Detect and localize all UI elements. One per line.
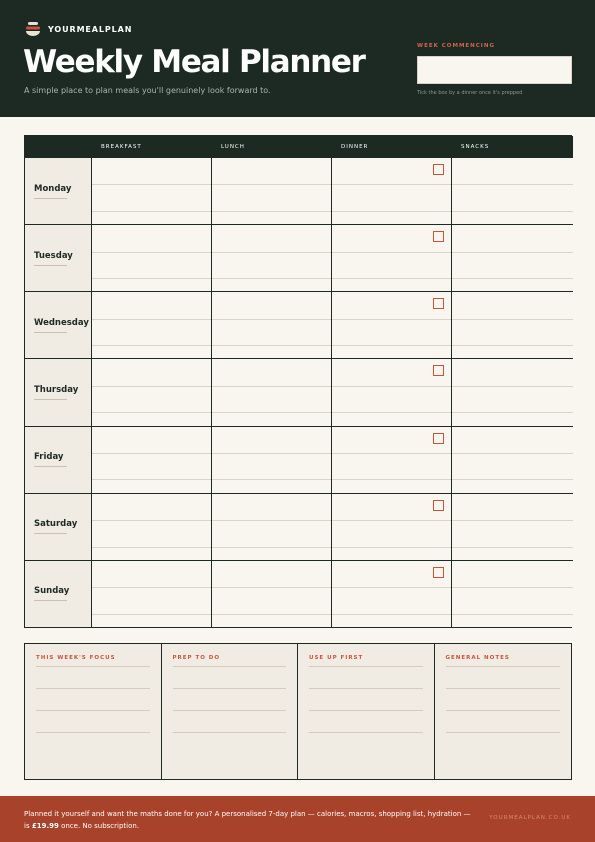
tuesday-breakfast-cell[interactable] <box>92 224 212 291</box>
monday-breakfast-cell[interactable] <box>92 157 212 224</box>
day-cell-thursday <box>25 358 92 425</box>
note-writing-line <box>36 710 150 711</box>
notes-section <box>24 643 572 780</box>
day-cell-saturday <box>25 493 92 560</box>
week-commencing-field[interactable] <box>417 56 572 84</box>
tuesday-lunch-cell[interactable] <box>212 224 332 291</box>
note-title: USE UP FIRST <box>309 655 364 661</box>
day-underline <box>34 466 67 467</box>
day-label: Friday <box>34 452 64 463</box>
day-cell-friday <box>25 426 92 493</box>
dinner-prepped-checkbox-icon[interactable] <box>433 231 444 242</box>
dinner-prepped-checkbox-icon[interactable] <box>433 500 444 511</box>
sunday-snacks-cell[interactable] <box>452 560 573 627</box>
friday-snacks-cell[interactable] <box>452 426 573 493</box>
day-cell-sunday <box>25 560 92 627</box>
sunday-dinner-cell[interactable] <box>332 560 452 627</box>
note-writing-line <box>36 666 150 667</box>
day-label: Saturday <box>34 519 78 530</box>
note-title: GENERAL NOTES <box>445 655 510 661</box>
note-writing-line <box>309 732 423 733</box>
brand-name: YOURMEALPLAN <box>48 24 133 34</box>
saturday-snacks-cell[interactable] <box>452 493 573 560</box>
footer-url[interactable]: YOURMEALPLAN.CO.UK <box>489 815 571 821</box>
saturday-lunch-cell[interactable] <box>212 493 332 560</box>
day-underline <box>34 265 67 266</box>
friday-lunch-cell[interactable] <box>212 426 332 493</box>
day-underline <box>34 332 67 333</box>
column-header-snacks: SNACKS <box>452 136 573 157</box>
dinner-prepped-checkbox-icon[interactable] <box>433 365 444 376</box>
sunday-breakfast-cell[interactable] <box>92 560 212 627</box>
note-writing-line <box>446 666 561 667</box>
tuesday-dinner-cell[interactable] <box>332 224 452 291</box>
dinner-prepped-checkbox-icon[interactable] <box>433 298 444 309</box>
day-label: Tuesday <box>34 250 73 261</box>
note-title: PREP TO DO <box>172 655 221 661</box>
thursday-dinner-cell[interactable] <box>332 358 452 425</box>
week-commencing-label: WEEK COMMENCING <box>417 43 495 49</box>
brand <box>25 21 132 37</box>
day-underline <box>34 533 67 534</box>
note-writing-line <box>309 710 423 711</box>
note-writing-line <box>173 732 287 733</box>
note-writing-line <box>36 688 150 689</box>
day-cell-monday <box>25 157 92 224</box>
note-writing-line <box>446 710 561 711</box>
meal-planner-grid <box>24 135 572 628</box>
footer-band <box>0 796 595 842</box>
sunday-lunch-cell[interactable] <box>212 560 332 627</box>
promo-text <box>24 808 474 832</box>
day-label: Thursday <box>34 384 79 395</box>
note-writing-line <box>173 710 287 711</box>
day-cell-tuesday <box>25 224 92 291</box>
thursday-breakfast-cell[interactable] <box>92 358 212 425</box>
note-writing-line <box>446 688 561 689</box>
thursday-snacks-cell[interactable] <box>452 358 573 425</box>
promo-tail: once. No subscription. <box>58 822 140 830</box>
note-box-use-up-first[interactable] <box>298 644 435 779</box>
monday-lunch-cell[interactable] <box>212 157 332 224</box>
column-header-breakfast: BREAKFAST <box>92 136 212 157</box>
note-writing-line <box>173 666 287 667</box>
day-cell-wednesday <box>25 291 92 358</box>
grid-corner <box>25 136 92 157</box>
wednesday-dinner-cell[interactable] <box>332 291 452 358</box>
note-writing-line <box>446 732 561 733</box>
column-header-lunch: LUNCH <box>212 136 332 157</box>
promo-lead: Planned it yourself and want the maths done for you? A personalised 7-day plan — calories, macros, shopping list, hydration — is <box>24 810 471 830</box>
saturday-dinner-cell[interactable] <box>332 493 452 560</box>
dinner-prepped-checkbox-icon[interactable] <box>433 433 444 444</box>
note-writing-line <box>173 688 287 689</box>
week-hint: Tick the box by a dinner once it's prepped <box>417 90 523 96</box>
monday-snacks-cell[interactable] <box>452 157 573 224</box>
day-label: Monday <box>34 183 72 194</box>
page-subtitle: A simple place to plan meals you'll genuinely look forward to. <box>24 86 271 95</box>
friday-dinner-cell[interactable] <box>332 426 452 493</box>
wednesday-lunch-cell[interactable] <box>212 291 332 358</box>
day-label: Wednesday <box>34 317 89 328</box>
saturday-breakfast-cell[interactable] <box>92 493 212 560</box>
column-header-dinner: DINNER <box>332 136 452 157</box>
dinner-prepped-checkbox-icon[interactable] <box>433 164 444 175</box>
friday-breakfast-cell[interactable] <box>92 426 212 493</box>
promo-price: £19.99 <box>31 822 59 830</box>
thursday-lunch-cell[interactable] <box>212 358 332 425</box>
stacked-bowl-icon <box>25 21 41 37</box>
note-title: THIS WEEK'S FOCUS <box>36 655 116 661</box>
day-underline <box>34 399 67 400</box>
header-band <box>0 0 595 117</box>
note-writing-line <box>36 732 150 733</box>
note-writing-line <box>309 666 423 667</box>
note-writing-line <box>309 688 423 689</box>
day-label: Sunday <box>34 586 70 597</box>
note-box-prep-to-do[interactable] <box>162 644 299 779</box>
note-box-general-notes[interactable] <box>435 644 572 779</box>
note-box-this-weeks-focus[interactable] <box>25 644 162 779</box>
wednesday-snacks-cell[interactable] <box>452 291 573 358</box>
monday-dinner-cell[interactable] <box>332 157 452 224</box>
page-title: Weekly Meal Planner <box>23 44 365 80</box>
day-underline <box>34 600 67 601</box>
day-underline <box>34 198 67 199</box>
wednesday-breakfast-cell[interactable] <box>92 291 212 358</box>
tuesday-snacks-cell[interactable] <box>452 224 573 291</box>
dinner-prepped-checkbox-icon[interactable] <box>433 567 444 578</box>
